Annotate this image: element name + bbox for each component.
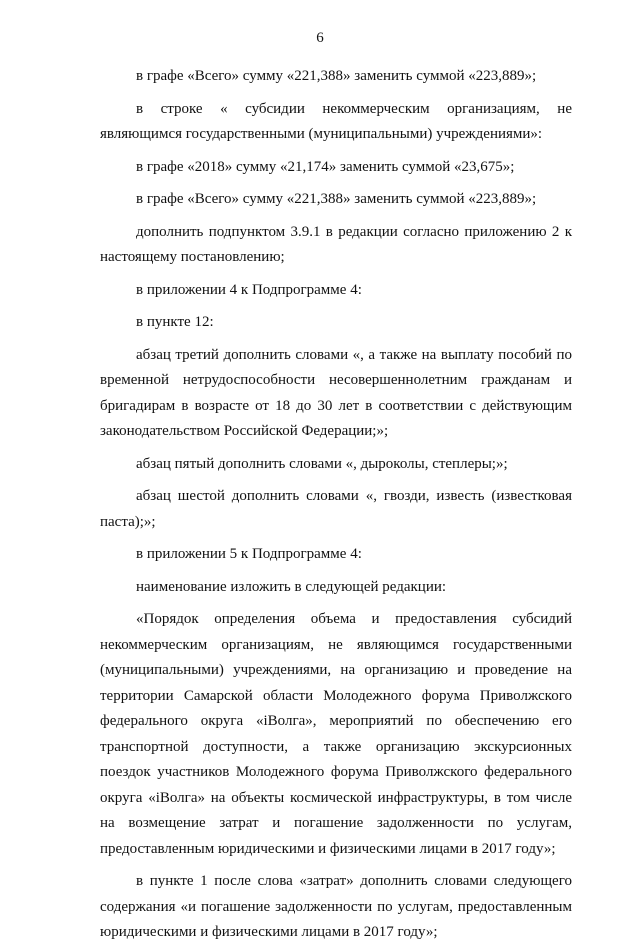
paragraph: в приложении 4 к Подпрограмме 4:	[136, 281, 362, 298]
paragraph: в приложении 5 к Подпрограмме 4:	[136, 546, 362, 562]
paragraph: абзац пятый дополнить словами «, дыроколы, степлеры;»;	[136, 455, 508, 472]
document-body	[100, 64, 572, 946]
paragraph: в пункте 12:	[136, 314, 214, 330]
paragraph: в графе «Всего» сумму «221,388» заменить суммой «223,889»;	[136, 191, 537, 207]
paragraph: наименование изложить в следующей редакции:	[136, 578, 447, 595]
paragraph: абзац шестой дополнить словами «, гвозди, известь (известковая паста);»;	[100, 488, 572, 530]
paragraph: в пункте 1 после слова «затрат» дополнить словами следующего содержания «и погашение задолженности по услугам, предоставленным юридическими и физическими лицами в 2017 году»;	[100, 873, 572, 940]
paragraph: в графе «Всего» сумму «221,388» заменить суммой «223,889»;	[136, 68, 537, 84]
paragraph: абзац третий дополнить словами «, а также на выплату пособий по временной нетрудоспособности несовершеннолетним гражданам и бригадирам в возрасте от 18 до 30 лет в соответствии с действующим законодательством Российской Федерации;»;	[100, 346, 572, 439]
page-number: 6	[316, 30, 324, 46]
paragraph: в строке « субсидии некоммерческим организациям, не являющимся государственными (муниципальными) учреждениями»:	[100, 100, 572, 142]
paragraph: в графе «2018» сумму «21,174» заменить суммой «23,675»;	[136, 158, 515, 175]
paragraph: дополнить подпунктом 3.9.1 в редакции согласно приложению 2 к настоящему постановлению;	[100, 223, 572, 265]
paragraph: «Порядок определения объема и предоставления субсидий некоммерческим организациям, не являющимся государственными (муниципальными) учреждениями, на организацию и проведение на территории Самарской области Молодежного форума Приволжского федерального округа «iВолга», мероприятий по обеспечению его транспортной доступности, а также организацию экскурсионных поездок участников Молодежного форума Приволжского федерального округа «iВолга» на объекты космической инфраструктуры, в том числе на возмещение затрат и погашение задолженности по услугам, предоставленным юридическими и физическими лицами в 2017 году»;	[100, 611, 572, 857]
